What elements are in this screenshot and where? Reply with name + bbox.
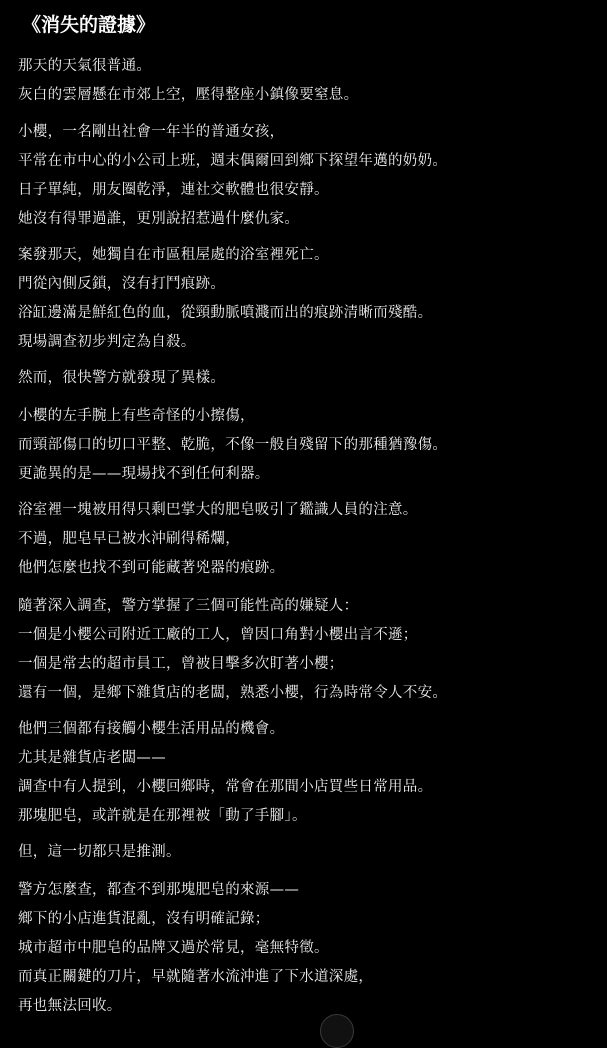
text-line: 那天的天氣很普通。 xyxy=(18,58,152,74)
text-line: 她沒有得罪過誰，更別說招惹過什麼仇家。 xyxy=(18,211,300,227)
text-line: 還有一個，是鄉下雜貨店的老闆，熟悉小櫻，行為時常令人不安。 xyxy=(18,685,448,701)
text-line: 但，這一切都只是推測。 xyxy=(18,844,181,860)
text-line: 他們怎麼也找不到可能藏著兇器的痕跡。 xyxy=(18,560,285,576)
paragraph xyxy=(18,592,601,708)
paragraph xyxy=(18,876,601,1021)
text-line: 而頸部傷口的切口平整、乾脆，不像一般自殘留下的那種猶豫傷。 xyxy=(18,437,448,453)
text-line: 鄉下的小店進貨混亂，沒有明確記錄； xyxy=(18,911,270,927)
text-line: 浴缸邊滿是鮮紅色的血，從頸動脈噴濺而出的痕跡清晰而殘酷。 xyxy=(18,305,433,321)
text-line: 日子單純，朋友圈乾淨，連社交軟體也很安靜。 xyxy=(18,182,329,198)
text-line: 而真正關鍵的刀片，早就隨著水流沖進了下水道深處， xyxy=(18,969,374,985)
scroll-down-button[interactable] xyxy=(320,1014,354,1048)
paragraph xyxy=(18,241,601,357)
text-line: 調查中有人提到，小櫻回鄉時，常會在那間小店買些日常用品。 xyxy=(18,779,433,795)
text-line: 再也無法回收。 xyxy=(18,998,122,1014)
text-line: 他們三個都有接觸小櫻生活用品的機會。 xyxy=(18,721,285,737)
text-line: 門從內側反鎖，沒有打鬥痕跡。 xyxy=(18,276,226,292)
paragraph xyxy=(18,364,601,393)
text-line: 浴室裡一塊被用得只剩巴掌大的肥皂吸引了鑑識人員的注意。 xyxy=(18,502,418,518)
text-line: 平常在市中心的小公司上班，週末偶爾回到鄉下探望年邁的奶奶。 xyxy=(18,153,448,169)
text-line: 一個是小櫻公司附近工廠的工人，曾因口角對小櫻出言不遜； xyxy=(18,627,418,643)
text-line: 更詭異的是——現場找不到任何利器。 xyxy=(18,466,270,482)
paragraph xyxy=(18,52,601,110)
text-line: 尤其是雜貨店老闆—— xyxy=(18,750,166,766)
paragraph xyxy=(18,838,601,867)
text-line: 然而，很快警方就發現了異樣。 xyxy=(18,370,226,386)
text-line: 警方怎麼查，都查不到那塊肥皂的來源—— xyxy=(18,882,300,898)
text-line: 那塊肥皂，或許就是在那裡被「動了手腳」。 xyxy=(18,808,307,824)
text-line: 現場調查初步判定為自殺。 xyxy=(18,334,196,350)
text-line: 城市超市中肥皂的品牌又過於常見，毫無特徵。 xyxy=(18,940,329,956)
paragraph xyxy=(18,715,601,831)
text-line: 一個是常去的超市員工，曾被目擊多次盯著小櫻； xyxy=(18,656,344,672)
story-title: 《消失的證據》 xyxy=(22,14,156,36)
text-line: 灰白的雲層懸在市郊上空，壓得整座小鎮像要窒息。 xyxy=(18,87,359,103)
paragraph xyxy=(18,118,601,234)
text-line: 小櫻，一名剛出社會一年半的普通女孩， xyxy=(18,124,285,140)
paragraph xyxy=(18,496,601,583)
text-line: 小櫻的左手腕上有些奇怪的小擦傷， xyxy=(18,408,255,424)
paragraph xyxy=(18,402,601,489)
text-line: 不過，肥皂早已被水沖刷得稀爛， xyxy=(18,531,240,547)
text-line: 隨著深入調查，警方掌握了三個可能性高的嫌疑人： xyxy=(18,598,359,614)
text-line: 案發那天，她獨自在市區租屋處的浴室裡死亡。 xyxy=(18,247,329,263)
